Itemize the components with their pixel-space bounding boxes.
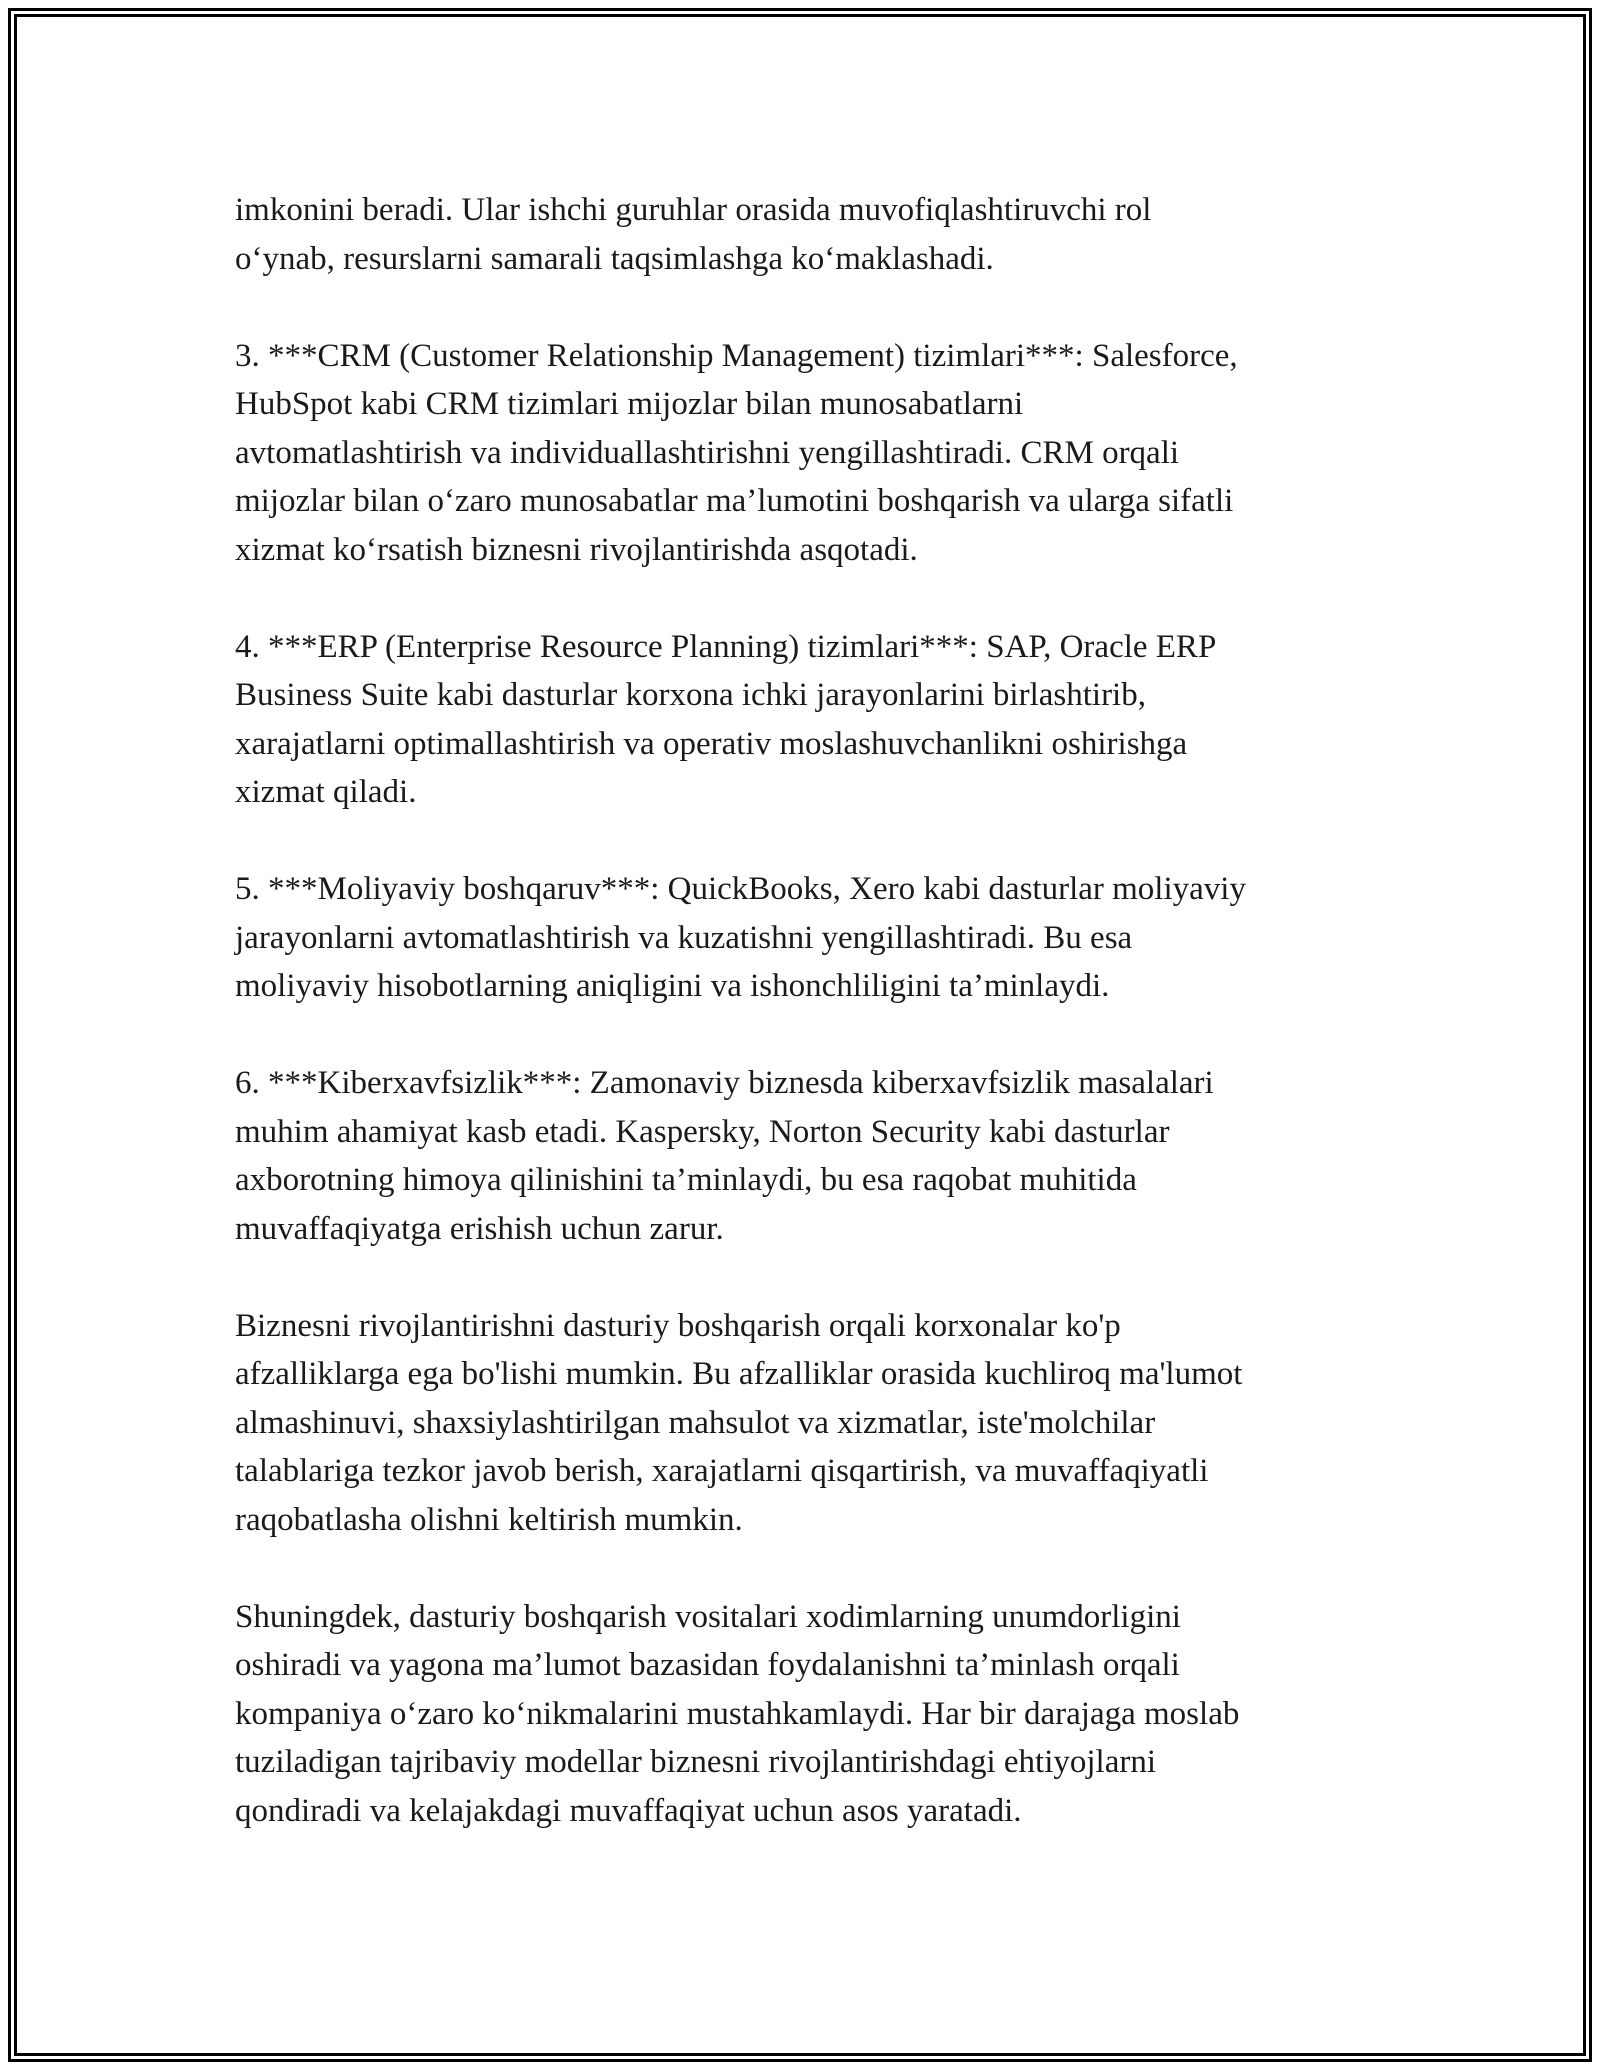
paragraph-finance: 5. ***Moliyaviy boshqaruv***: QuickBooks, Xero kabi dasturlar moliyaviy jarayonlarni avtomatlashtirish va kuzatishni yengillashtiradi. Bu esa moliyaviy hisobotlarning aniqligini va ishonchliligini ta’minlaydi. [235, 871, 1246, 1004]
paragraph-intro-continuation: imkonini beradi. Ular ishchi guruhlar orasida muvofiqlashtiruvchi rol o‘ynab, resurslarni samarali taqsimlashga ko‘maklashadi. [235, 192, 1152, 277]
paragraph-conclusion: Shuningdek, dasturiy boshqarish vositalari xodimlarning unumdorligini oshiradi va yagona ma’lumot bazasidan foydalanishni ta’minlash orqali kompaniya o‘zaro ko‘nikmalarini mustahkamlaydi. Har bir darajaga moslab tuziladigan tajribaviy modellar biznesni rivojlantirishdagi ehtiyojlarni qondiradi va kelajakdagi muvaffaqiyat uchun asos yaratadi. [235, 1598, 1240, 1829]
paragraph-erp: 4. ***ERP (Enterprise Resource Planning) tizimlari***: SAP, Oracle ERP Business Suite kabi dasturlar korxona ichki jarayonlarini birlashtirib, xarajatlarni optimallashtirish va operativ moslashuvchanlikni oshirishga xizmat qiladi. [235, 628, 1217, 810]
paragraph-advantages: Biznesni rivojlantirishni dasturiy boshqarish orqali korxonalar ko'p afzalliklarga ega bo'lishi mumkin. Bu afzalliklar orasida kuchliroq ma'lumot almashinuvi, shaxsiylashtirilgan mahsulot va xizmatlar, iste'molchilar talablariga tezkor javob berish, xarajatlarni qisqartirish, va muvaffaqiyatli raqobatlasha olishni keltirish mumkin. [235, 1307, 1243, 1538]
document-body [235, 186, 1375, 1835]
paragraph-cybersecurity: 6. ***Kiberxavfsizlik***: Zamonaviy biznesda kiberxavfsizlik masalalari muhim ahamiyat kasb etadi. Kaspersky, Norton Security kabi dasturlar axborotning himoya qilinishini ta’minlaydi, bu esa raqobat muhitida muvaffaqiyatga erishish uchun zarur. [235, 1065, 1214, 1247]
paragraph-crm: 3. ***CRM (Customer Relationship Management) tizimlari***: Salesforce, HubSpot kabi CRM tizimlari mijozlar bilan munosabatlarni avtomatlashtirish va individuallashtirishni yengillashtiradi. CRM orqali mijozlar bilan o‘zaro munosabatlar ma’lumotini boshqarish va ularga sifatli xizmat ko‘rsatish biznesni rivojlantirishda asqotadi. [235, 337, 1238, 568]
